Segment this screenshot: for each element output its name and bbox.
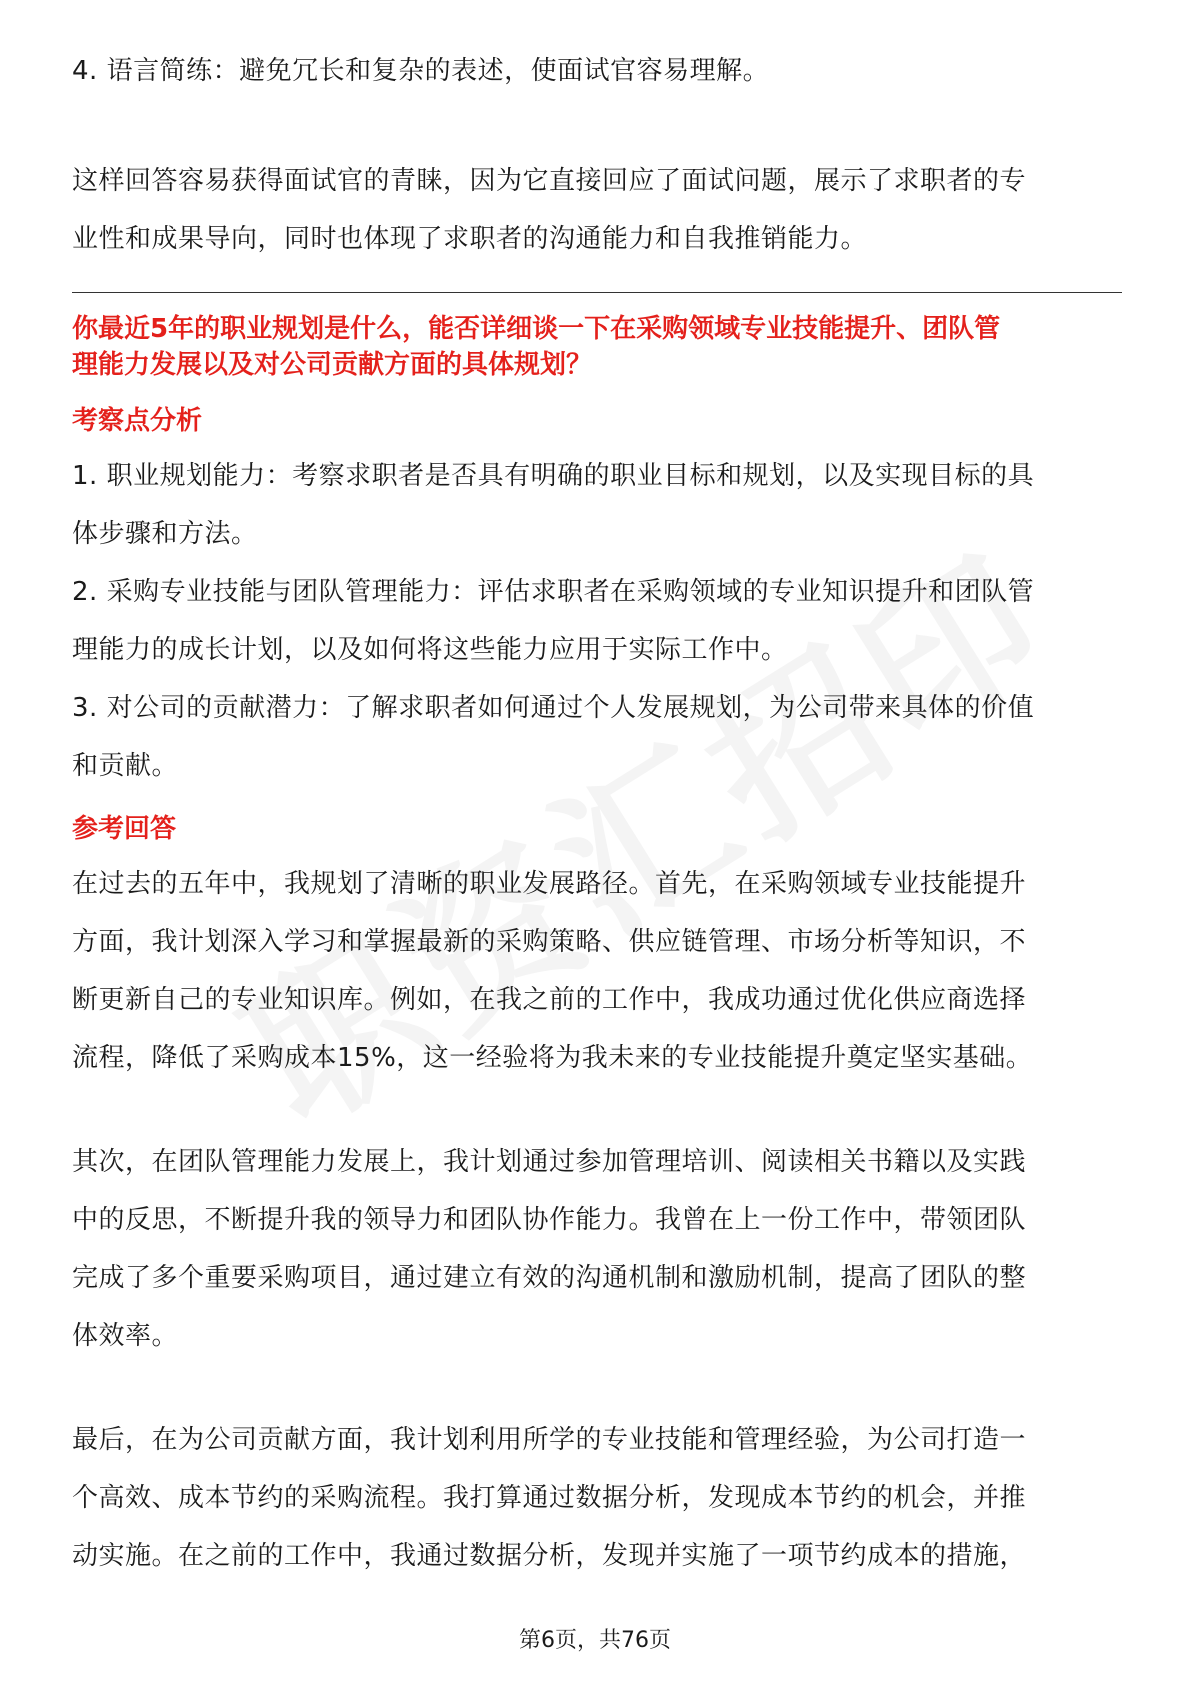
point-4: 4. 语言简练：避免冗长和复杂的表述，使面试官容易理解。 [72, 56, 770, 86]
analysis-line: 3. 对公司的贡献潜力：了解求职者如何通过个人发展规划，为公司带来具体的价值 [72, 693, 1035, 723]
analysis-line: 2. 采购专业技能与团队管理能力：评估求职者在采购领域的专业知识提升和团队管 [72, 577, 1035, 607]
answer-para3-line: 动实施。在之前的工作中，我通过数据分析，发现并实施了一项节约成本的措施， [72, 1541, 1027, 1571]
analysis-line: 和贡献。 [72, 751, 179, 781]
answer-para1-line: 在过去的五年中，我规划了清晰的职业发展路径。首先，在采购领域专业技能提升 [72, 869, 1027, 899]
answer-para2-line: 体效率。 [72, 1321, 179, 1351]
answer-para1-line: 方面，我计划深入学习和掌握最新的采购策略、供应链管理、市场分析等知识，不 [72, 927, 1027, 957]
answer-para3-line: 个高效、成本节约的采购流程。我打算通过数据分析，发现成本节约的机会，并推 [72, 1483, 1027, 1513]
analysis-line: 1. 职业规划能力：考察求职者是否具有明确的职业目标和规划，以及实现目标的具 [72, 461, 1035, 491]
answer-title: 参考回答 [72, 814, 177, 844]
analysis-line: 体步骤和方法。 [72, 519, 258, 549]
answer-para1-line: 流程，降低了采购成本15%，这一经验将为我未来的专业技能提升奠定坚实基础。 [72, 1043, 1033, 1073]
interview-question [72, 311, 1122, 383]
analysis-title: 考察点分析 [72, 406, 203, 436]
section-divider [72, 292, 1122, 293]
question-line-1: 你最近5年的职业规划是什么，能否详细谈一下在采购领域专业技能提升、团队管 [72, 314, 1001, 344]
summary-line-1: 这样回答容易获得面试官的青睐，因为它直接回应了面试问题，展示了求职者的专 [72, 166, 1027, 196]
page-content [72, 42, 1122, 1585]
page-number: 第6页，共76页 [519, 1628, 671, 1653]
answer-para3-line: 最后，在为公司贡献方面，我计划利用所学的专业技能和管理经验，为公司打造一 [72, 1425, 1027, 1455]
answer-para2-line: 中的反思，不断提升我的领导力和团队协作能力。我曾在上一份工作中，带领团队 [72, 1205, 1027, 1235]
answer-para1-line: 断更新自己的专业知识库。例如，在我之前的工作中，我成功通过优化供应商选择 [72, 985, 1027, 1015]
analysis-line: 理能力的成长计划，以及如何将这些能力应用于实际工作中。 [72, 635, 788, 665]
question-line-2: 理能力发展以及对公司贡献方面的具体规划？ [72, 350, 593, 380]
summary-line-2: 业性和成果导向，同时也体现了求职者的沟通能力和自我推销能力。 [72, 224, 868, 254]
answer-para2-line: 其次，在团队管理能力发展上，我计划通过参加管理培训、阅读相关书籍以及实践 [72, 1147, 1027, 1177]
answer-para2-line: 完成了多个重要采购项目，通过建立有效的沟通机制和激励机制，提高了团队的整 [72, 1263, 1027, 1293]
